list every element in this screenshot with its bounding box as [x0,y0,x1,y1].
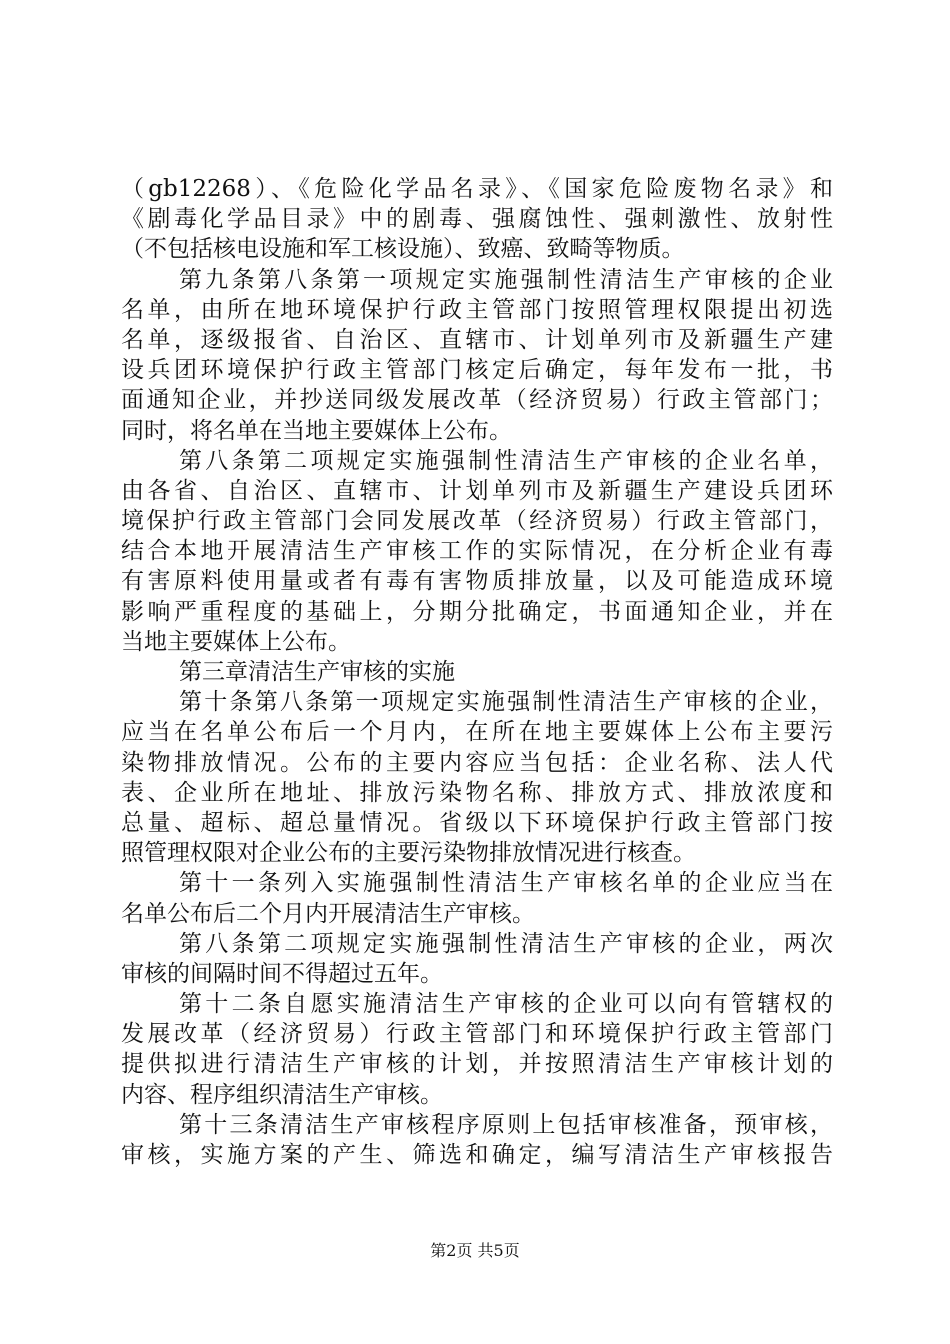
text-line: 染物排放情况。公布的主要内容应当包括：企业名称、法人代 [121,749,833,776]
text-line: 影响严重程度的基础上，分期分批确定，书面通知企业，并在 [121,598,833,625]
text-line: 有害原料使用量或者有毒有害物质排放量，以及可能造成环境 [121,568,833,595]
text-line: 结合本地开展清洁生产审核工作的实际情况，在分析企业有毒 [121,538,833,565]
paragraph-first-line: 第八条第二项规定实施强制性清洁生产审核的企业，两次 [179,930,833,957]
text-line: 审核，实施方案的产生、筛选和确定，编写清洁生产审核报告 [121,1142,833,1168]
paragraph-first-line: 第十三条清洁生产审核程序原则上包括审核准备，预审核， [179,1111,833,1138]
paragraph-first-line: 第十条第八条第一项规定实施强制性清洁生产审核的企业， [179,689,833,716]
paragraph-first-line: 第九条第八条第一项规定实施强制性清洁生产审核的企业 [179,266,833,293]
paragraph-first-line: 第八条第二项规定实施强制性清洁生产审核的企业名单， [179,447,833,474]
text-line: 内容、程序组织清洁生产审核。 [121,1081,443,1108]
text-line: 当地主要媒体上公布。 [121,628,351,655]
text-line: 面通知企业，并抄送同级发展改革（经济贸易）行政主管部门； [121,387,833,414]
text-line: 应当在名单公布后一个月内，在所在地主要媒体上公布主要污 [121,719,833,746]
page-number-footer: 第2页 共5页 [430,1241,520,1260]
text-line: 境保护行政主管部门会同发展改革（经济贸易）行政主管部门， [121,508,833,535]
text-line: 表、企业所在地址、排放污染物名称、排放方式、排放浓度和 [121,779,833,806]
text-line: 由各省、自治区、直辖市、计划单列市及新疆生产建设兵团环 [121,477,833,504]
text-line: 名单，逐级报省、自治区、直辖市、计划单列市及新疆生产建 [121,326,833,353]
text-line: 名单，由所在地环境保护行政主管部门按照管理权限提出初选 [121,296,833,323]
paragraph-first-line: 第十一条列入实施强制性清洁生产审核名单的企业应当在 [179,870,833,897]
chapter-heading: 第三章清洁生产审核的实施 [179,659,455,685]
text-line: 总量、超标、超总量情况。省级以下环境保护行政主管部门按 [121,809,833,836]
text-line: （gb12268）、《危险化学品名录》、《国家危险废物名录》和 [121,176,833,202]
text-line: 名单公布后二个月内开展清洁生产审核。 [121,900,535,927]
text-line: 《剧毒化学品目录》中的剧毒、强腐蚀性、强刺激性、放射性 [121,206,833,233]
text-line: 审核的间隔时间不得超过五年。 [121,960,443,987]
text-line: 同时，将名单在当地主要媒体上公布。 [121,417,512,444]
paragraph-first-line: 第十二条自愿实施清洁生产审核的企业可以向有管辖权的 [179,991,833,1018]
document-body [121,174,833,1170]
text-line: 发展改革（经济贸易）行政主管部门和环境保护行政主管部门 [121,1021,833,1048]
text-line: 设兵团环境保护行政主管部门核定后确定，每年发布一批，书 [121,357,833,384]
text-line: 照管理权限对企业公布的主要污染物排放情况进行核查。 [121,840,696,867]
text-line: 提供拟进行清洁生产审核的计划，并按照清洁生产审核计划的 [121,1051,833,1078]
text-line: （不包括核电设施和军工核设施）、致癌、致畸等物质。 [121,236,685,263]
